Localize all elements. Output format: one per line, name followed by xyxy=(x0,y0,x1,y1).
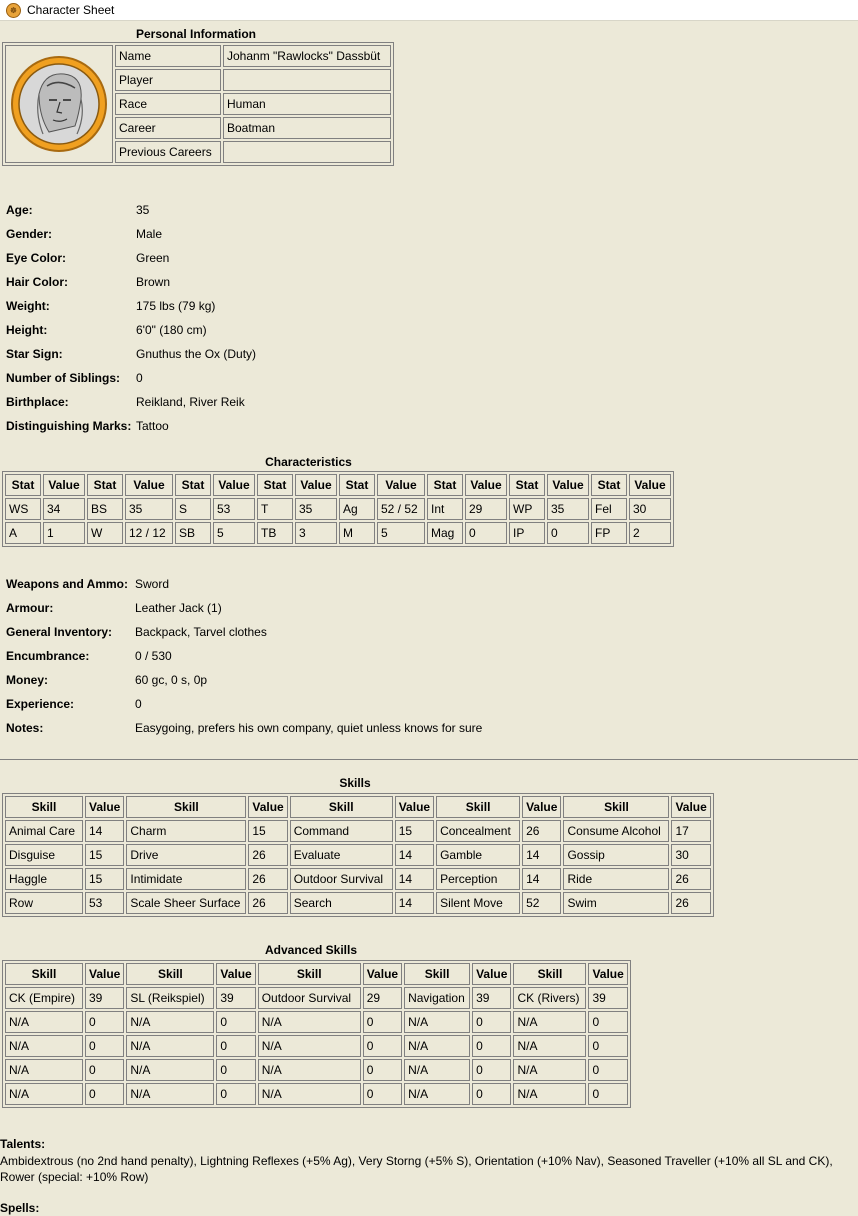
skill-value: 26 xyxy=(248,892,287,914)
skill-value: 14 xyxy=(522,844,561,866)
adv-skill-name: N/A xyxy=(513,1011,586,1033)
adv-skill-value: 0 xyxy=(588,1011,627,1033)
skill-value: 26 xyxy=(671,892,710,914)
adv-skill-value: 39 xyxy=(216,987,255,1009)
table-row xyxy=(5,1035,628,1057)
detail-value: 35 xyxy=(136,203,150,217)
skill-value: 14 xyxy=(395,892,434,914)
col-header-skill: Skill xyxy=(436,796,520,818)
stat-name: WS xyxy=(5,498,41,520)
skill-name: Drive xyxy=(126,844,246,866)
talents-text: Ambidextrous (no 2nd hand penalty), Lightning Reflexes (+5% Ag), Very Storng (+5% S), Orientation (+10% Nav), Seasoned Traveller (+10% all SL and CK), Rower (special: +10% Row) xyxy=(0,1154,833,1184)
skill-name: Gossip xyxy=(563,844,669,866)
skill-name: Search xyxy=(290,892,393,914)
adv-skill-value: 0 xyxy=(85,1059,124,1081)
table-row xyxy=(5,1011,628,1033)
skill-value: 14 xyxy=(395,868,434,890)
stat-name: TB xyxy=(257,522,293,544)
skill-name: Animal Care xyxy=(5,820,83,842)
skill-value: 15 xyxy=(85,868,124,890)
race-label: Race xyxy=(115,93,221,115)
skill-value: 14 xyxy=(522,868,561,890)
stat-value: 29 xyxy=(465,498,507,520)
stat-value: 35 xyxy=(295,498,337,520)
table-row xyxy=(5,522,671,544)
skill-value: 14 xyxy=(395,844,434,866)
col-header-value: Value xyxy=(472,963,511,985)
advanced-skills-title: Advanced Skills xyxy=(264,943,358,957)
adv-skill-name: N/A xyxy=(513,1059,586,1081)
skill-name: Disguise xyxy=(5,844,83,866)
character-portrait xyxy=(9,54,109,154)
stat-name: Int xyxy=(427,498,463,520)
detail-value: 6'0" (180 cm) xyxy=(136,323,207,337)
skill-name: Charm xyxy=(126,820,246,842)
adv-skill-value: 0 xyxy=(588,1059,627,1081)
col-header-stat: Stat xyxy=(87,474,123,496)
adv-skill-name: Outdoor Survival xyxy=(258,987,361,1009)
characteristics-table xyxy=(2,471,674,547)
detail-label: Height: xyxy=(6,323,48,337)
col-header-value: Value xyxy=(629,474,671,496)
skill-value: 26 xyxy=(248,868,287,890)
skill-name: Scale Sheer Surface xyxy=(126,892,246,914)
col-header-skill: Skill xyxy=(5,963,83,985)
adv-skill-name: SL (Reikspiel) xyxy=(126,987,214,1009)
detail-label: Star Sign: xyxy=(6,347,63,361)
stat-name: BS xyxy=(87,498,123,520)
skill-name: Outdoor Survival xyxy=(290,868,393,890)
detail-value: Gnuthus the Ox (Duty) xyxy=(136,347,257,361)
gear-value: 0 / 530 xyxy=(135,649,172,663)
detail-label: Gender: xyxy=(6,227,53,241)
gear-value: Leather Jack (1) xyxy=(135,601,222,615)
stat-value: 3 xyxy=(295,522,337,544)
detail-value: Reikland, River Reik xyxy=(136,395,245,409)
adv-skill-name: N/A xyxy=(126,1011,214,1033)
table-row xyxy=(5,844,711,866)
adv-skill-value: 0 xyxy=(472,1011,511,1033)
adv-skill-value: 0 xyxy=(85,1035,124,1057)
adv-skill-value: 0 xyxy=(363,1011,402,1033)
col-header-stat: Stat xyxy=(257,474,293,496)
stat-name: WP xyxy=(509,498,545,520)
stat-value: 0 xyxy=(547,522,589,544)
stat-name: W xyxy=(87,522,123,544)
col-header-value: Value xyxy=(465,474,507,496)
col-header-value: Value xyxy=(85,963,124,985)
adv-skill-name: Navigation xyxy=(404,987,470,1009)
gear-value: 60 gc, 0 s, 0p xyxy=(135,673,208,687)
detail-value: 175 lbs (79 kg) xyxy=(136,299,216,313)
window-title: Character Sheet xyxy=(27,3,115,17)
col-header-value: Value xyxy=(522,796,561,818)
col-header-value: Value xyxy=(395,796,434,818)
adv-skill-name: N/A xyxy=(258,1083,361,1105)
adv-skill-name: CK (Empire) xyxy=(5,987,83,1009)
adv-skill-name: N/A xyxy=(5,1059,83,1081)
skill-name: Swim xyxy=(563,892,669,914)
adv-skill-value: 0 xyxy=(588,1035,627,1057)
detail-label: Weight: xyxy=(6,299,50,313)
table-row xyxy=(5,868,711,890)
stat-name: A xyxy=(5,522,41,544)
player-label: Player xyxy=(115,69,221,91)
portrait-cell xyxy=(5,45,113,163)
skill-name: Silent Move xyxy=(436,892,520,914)
detail-label: Number of Siblings: xyxy=(6,371,120,385)
adv-skill-name: N/A xyxy=(126,1083,214,1105)
gear-label: Money: xyxy=(6,673,48,687)
gear-label: Notes: xyxy=(6,721,44,735)
personal-info-title: Personal Information xyxy=(135,27,257,41)
col-header-value: Value xyxy=(125,474,173,496)
stat-value: 34 xyxy=(43,498,85,520)
adv-skill-value: 0 xyxy=(216,1035,255,1057)
table-row xyxy=(5,1059,628,1081)
skill-value: 30 xyxy=(671,844,710,866)
skill-name: Row xyxy=(5,892,83,914)
detail-label: Distinguishing Marks: xyxy=(6,419,132,433)
skills-header-row xyxy=(5,796,711,818)
stat-value: 2 xyxy=(629,522,671,544)
gear-label: Armour: xyxy=(6,601,54,615)
spells-label: Spells: xyxy=(0,1201,40,1215)
skill-name: Intimidate xyxy=(126,868,246,890)
col-header-skill: Skill xyxy=(563,796,669,818)
gear-label: Encumbrance: xyxy=(6,649,90,663)
player-value xyxy=(223,69,391,91)
adv-skill-name: N/A xyxy=(258,1059,361,1081)
table-row xyxy=(5,498,671,520)
stat-value: 5 xyxy=(213,522,255,544)
detail-label: Birthplace: xyxy=(6,395,69,409)
detail-label: Hair Color: xyxy=(6,275,69,289)
adv-skill-value: 29 xyxy=(363,987,402,1009)
adv-skill-name: N/A xyxy=(5,1083,83,1105)
gear-value: Easygoing, prefers his own company, quiet unless knows for sure xyxy=(135,721,483,735)
adv-skill-value: 39 xyxy=(472,987,511,1009)
stat-value: 0 xyxy=(465,522,507,544)
col-header-stat: Stat xyxy=(5,474,41,496)
table-row xyxy=(5,820,711,842)
skill-name: Evaluate xyxy=(290,844,393,866)
stat-value: 1 xyxy=(43,522,85,544)
detail-label: Age: xyxy=(6,203,33,217)
col-header-skill: Skill xyxy=(404,963,470,985)
skill-value: 15 xyxy=(395,820,434,842)
adv-skill-name: CK (Rivers) xyxy=(513,987,586,1009)
stat-name: Mag xyxy=(427,522,463,544)
skill-value: 17 xyxy=(671,820,710,842)
stat-name: T xyxy=(257,498,293,520)
adv-skill-value: 0 xyxy=(588,1083,627,1105)
stat-value: 35 xyxy=(547,498,589,520)
skill-value: 14 xyxy=(85,820,124,842)
talents-label: Talents: xyxy=(0,1137,46,1151)
detail-value: Male xyxy=(136,227,163,241)
col-header-skill: Skill xyxy=(126,796,246,818)
col-header-value: Value xyxy=(248,796,287,818)
adv-skill-name: N/A xyxy=(404,1011,470,1033)
stat-value: 52 / 52 xyxy=(377,498,425,520)
adv-skill-name: N/A xyxy=(404,1083,470,1105)
col-header-stat: Stat xyxy=(339,474,375,496)
adv-skill-name: N/A xyxy=(404,1035,470,1057)
previous-careers-label: Previous Careers xyxy=(115,141,221,163)
adv-skill-value: 0 xyxy=(216,1059,255,1081)
gear-label: Weapons and Ammo: xyxy=(6,577,129,591)
col-header-value: Value xyxy=(377,474,425,496)
gear-value: Backpack, Tarvel clothes xyxy=(135,625,267,639)
name-label: Name xyxy=(115,45,221,67)
section-divider xyxy=(0,759,858,760)
adv-skill-value: 0 xyxy=(216,1011,255,1033)
stat-value: 53 xyxy=(213,498,255,520)
skill-name: Gamble xyxy=(436,844,520,866)
col-header-stat: Stat xyxy=(175,474,211,496)
skill-name: Ride xyxy=(563,868,669,890)
col-header-skill: Skill xyxy=(126,963,214,985)
gear-value: Sword xyxy=(135,577,170,591)
advanced-skills-header-row xyxy=(5,963,628,985)
table-row xyxy=(5,1083,628,1105)
stat-value: 30 xyxy=(629,498,671,520)
col-header-skill: Skill xyxy=(513,963,586,985)
characteristics-header-row xyxy=(5,474,671,496)
career-value: Boatman xyxy=(223,117,391,139)
adv-skill-value: 0 xyxy=(363,1035,402,1057)
col-header-value: Value xyxy=(85,796,124,818)
table-row xyxy=(5,892,711,914)
adv-skill-name: N/A xyxy=(513,1035,586,1057)
skill-value: 52 xyxy=(522,892,561,914)
skills-table xyxy=(2,793,714,917)
adv-skill-value: 39 xyxy=(85,987,124,1009)
col-header-value: Value xyxy=(43,474,85,496)
advanced-skills-table xyxy=(2,960,631,1108)
detail-value: Tattoo xyxy=(136,419,169,433)
adv-skill-value: 0 xyxy=(85,1083,124,1105)
col-header-stat: Stat xyxy=(509,474,545,496)
adv-skill-value: 0 xyxy=(472,1059,511,1081)
adv-skill-name: N/A xyxy=(404,1059,470,1081)
gear-value: 0 xyxy=(135,697,142,711)
col-header-value: Value xyxy=(213,474,255,496)
gear-label: Experience: xyxy=(6,697,75,711)
personal-info-table xyxy=(2,42,394,166)
adv-skill-value: 0 xyxy=(85,1011,124,1033)
col-header-skill: Skill xyxy=(290,796,393,818)
stat-name: M xyxy=(339,522,375,544)
adv-skill-value: 0 xyxy=(472,1035,511,1057)
adv-skill-value: 0 xyxy=(216,1083,255,1105)
skill-name: Consume Alcohol xyxy=(563,820,669,842)
app-icon: ☸ xyxy=(6,3,21,18)
stat-name: Ag xyxy=(339,498,375,520)
stat-name: S xyxy=(175,498,211,520)
table-row xyxy=(5,987,628,1009)
adv-skill-name: N/A xyxy=(258,1035,361,1057)
adv-skill-value: 0 xyxy=(363,1059,402,1081)
col-header-value: Value xyxy=(295,474,337,496)
career-label: Career xyxy=(115,117,221,139)
adv-skill-name: N/A xyxy=(258,1011,361,1033)
adv-skill-value: 0 xyxy=(363,1083,402,1105)
col-header-stat: Stat xyxy=(591,474,627,496)
skill-name: Haggle xyxy=(5,868,83,890)
col-header-value: Value xyxy=(363,963,402,985)
detail-value: Green xyxy=(136,251,170,265)
stat-value: 35 xyxy=(125,498,173,520)
col-header-value: Value xyxy=(671,796,710,818)
gear-label: General Inventory: xyxy=(6,625,113,639)
name-value: Johanm "Rawlocks" Dassbüt xyxy=(223,45,391,67)
col-header-value: Value xyxy=(547,474,589,496)
skill-value: 15 xyxy=(248,820,287,842)
col-header-skill: Skill xyxy=(258,963,361,985)
adv-skill-value: 0 xyxy=(472,1083,511,1105)
detail-value: 0 xyxy=(136,371,143,385)
adv-skill-name: N/A xyxy=(126,1059,214,1081)
adv-skill-name: N/A xyxy=(5,1011,83,1033)
skill-name: Concealment xyxy=(436,820,520,842)
detail-value: Brown xyxy=(136,275,171,289)
characteristics-title: Characteristics xyxy=(265,455,352,469)
stat-name: Fel xyxy=(591,498,627,520)
skill-value: 26 xyxy=(522,820,561,842)
stat-name: SB xyxy=(175,522,211,544)
skill-value: 26 xyxy=(248,844,287,866)
detail-label: Eye Color: xyxy=(6,251,67,265)
adv-skill-value: 39 xyxy=(588,987,627,1009)
stat-value: 12 / 12 xyxy=(125,522,173,544)
adv-skill-name: N/A xyxy=(513,1083,586,1105)
adv-skill-name: N/A xyxy=(5,1035,83,1057)
adv-skill-name: N/A xyxy=(126,1035,214,1057)
title-bar xyxy=(0,0,858,21)
stat-name: IP xyxy=(509,522,545,544)
race-value: Human xyxy=(223,93,391,115)
col-header-value: Value xyxy=(588,963,627,985)
previous-careers-value xyxy=(223,141,391,163)
col-header-stat: Stat xyxy=(427,474,463,496)
skill-value: 26 xyxy=(671,868,710,890)
col-header-skill: Skill xyxy=(5,796,83,818)
col-header-value: Value xyxy=(216,963,255,985)
stat-name: FP xyxy=(591,522,627,544)
stat-value: 5 xyxy=(377,522,425,544)
skill-name: Command xyxy=(290,820,393,842)
skill-value: 53 xyxy=(85,892,124,914)
skill-value: 15 xyxy=(85,844,124,866)
skills-title: Skills xyxy=(339,776,371,790)
skill-name: Perception xyxy=(436,868,520,890)
